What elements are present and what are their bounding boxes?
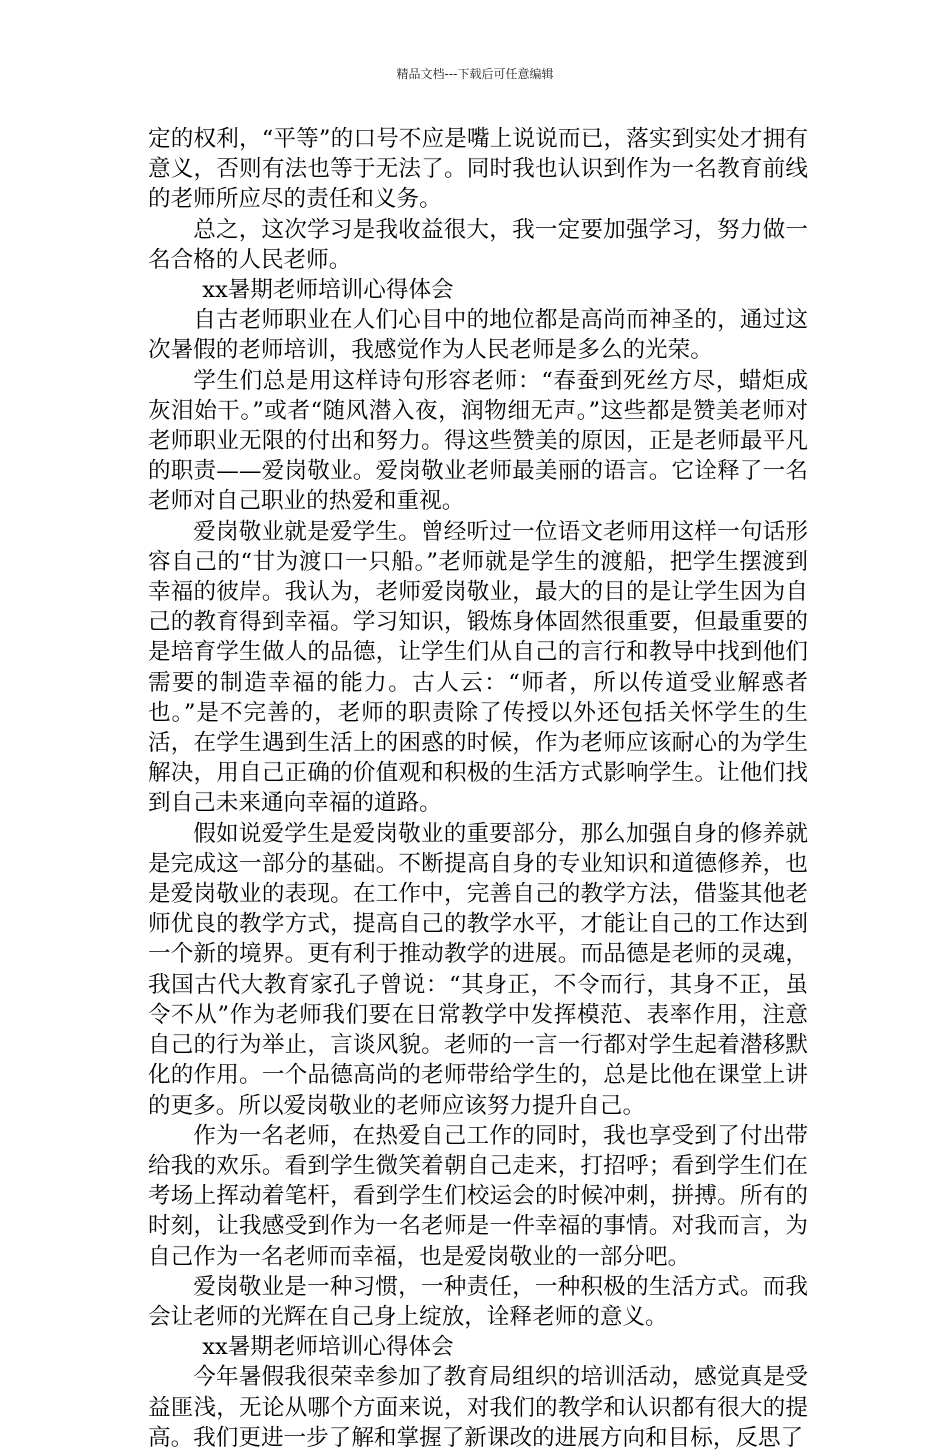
- paragraph: 自古老师职业在人们心目中的地位都是高尚而神圣的，通过这次暑假的老师培训，我感觉作为人民老师是多么的光荣。: [148, 307, 808, 364]
- section-heading: xx暑期老师培训心得体会: [202, 1334, 454, 1361]
- paragraph: 学生们总是用这样诗句形容老师：“春蚕到死丝方尽，蜡炬成灰泪始干。”或者“随风潜入夜，润物细无声。”这些都是赞美老师对老师职业无限的付出和努力。得这些赞美的原因，正是老师最平凡的职责——爱岗敬业。爱岗敬业老师最美丽的语言。它诠释了一名老师对自己职业的热爱和重视。: [148, 367, 808, 515]
- paragraph: 假如说爱学生是爱岗敬业的重要部分，那么加强自身的修养就是完成这一部分的基础。不断提高自身的专业知识和道德修养，也是爱岗敬业的表现。在工作中，完善自己的教学方法，借鉴其他老师优良的教学方式，提高自己的教学水平，才能让自己的工作达到一个新的境界。更有利于推动教学的进展。而品德是老师的灵魂，我国古代大教育家孔子曾说：“其身正，不令而行，其身不正，虽令不从”作为老师我们要在日常教学中发挥模范、表率作用，注意自己的行为举止，言谈风貌。老师的一言一行都对学生起着潜移默化的作用。一个品德高尚的老师带给学生的，总是比他在课堂上讲的更多。所以爱岗敬业的老师应该努力提升自己。: [148, 820, 808, 1119]
- paragraph: 作为一名老师，在热爱自己工作的同时，我也享受到了付出带给我的欢乐。看到学生微笑着朝自己走来，打招呼；看到学生们在考场上挥动着笔杆，看到学生们校运会的时候冲刺，拼搏。所有的时刻，让我感受到作为一名老师是一件幸福的事情。对我而言，为自己作为一名老师而幸福，也是爱岗敬业的一部分吧。: [148, 1122, 808, 1270]
- paragraph: 定的权利，“平等”的口号不应是嘴上说说而已，落实到实处才拥有意义，否则有法也等于无法了。同时我也认识到作为一名教育前线的老师所应尽的责任和义务。: [148, 126, 808, 213]
- paragraph: 总之，这次学习是我收益很大，我一定要加强学习，努力做一名合格的人民老师。: [148, 216, 808, 273]
- paragraph: 爱岗敬业就是爱学生。曾经听过一位语文老师用这样一句话形容自己的“甘为渡口一只船。”老师就是学生的渡船，把学生摆渡到幸福的彼岸。我认为，老师爱岗敬业，最大的目的是让学生因为自己的教育得到幸福。学习知识，锻炼身体固然很重要，但最重要的是培育学生做人的品德，让学生们从自己的言行和教导中找到他们需要的制造幸福的能力。古人云：“师者，所以传道受业解惑者也。”是不完善的，老师的职责除了传授以外还包括关怀学生的生活，在学生遇到生活上的困惑的时候，作为老师应该耐心的为学生解决，用自己正确的价值观和积极的生活方式影响学生。让他们找到自己未来通向幸福的道路。: [148, 518, 808, 817]
- document-body: [148, 124, 808, 1453]
- page-header: 精品文档---下载后可任意编辑: [396, 67, 554, 81]
- paragraph: 爱岗敬业是一种习惯，一种责任，一种积极的生活方式。而我会让老师的光辉在自己身上绽放，诠释老师的意义。: [148, 1273, 808, 1330]
- paragraph: 今年暑假我很荣幸参加了教育局组织的培训活动，感觉真是受益匪浅，无论从哪个方面来说，对我们的教学和认识都有很大的提高。我们更进一步了解和掌握了新课改的进展方向和目标，反思了: [148, 1364, 808, 1451]
- section-heading: xx暑期老师培训心得体会: [202, 277, 454, 304]
